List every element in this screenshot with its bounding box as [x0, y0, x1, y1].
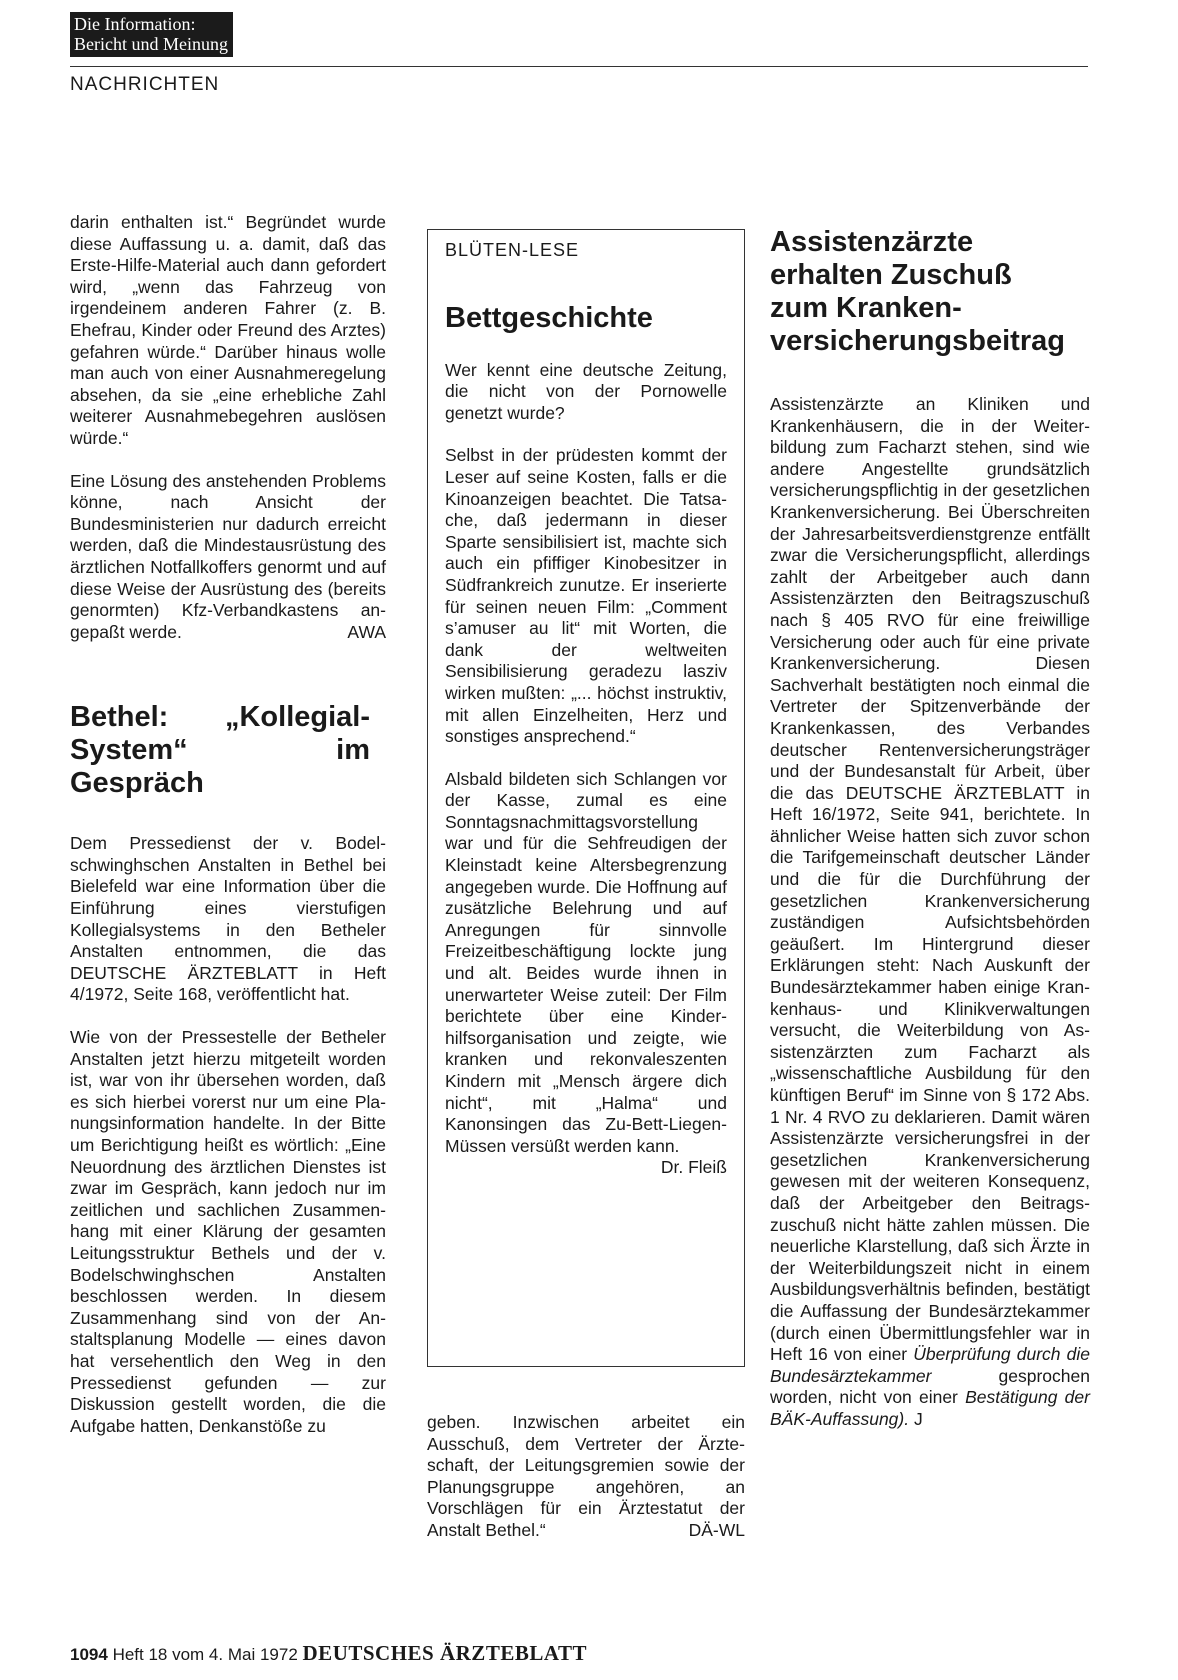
col1-p2-signature: AWA [347, 621, 386, 642]
col1-p2-text: Eine Lösung des anstehenden Problems könne, nach Ansicht der Bundesministerien nur dadurch erreicht werden, daß die Mindestausrüstung des ärztlichen Notfallkoffers genormt und auf diese Weise der Ausrüstung des (bereits genormten) Kfz-Verbandkastens angepaßt werde. [70, 470, 386, 642]
bethel-paragraph-2: Wie von der Pressestelle der Betheler Anstalten jetzt hierzu mitgeteilt worden ist, war von ihr übersehen worden, daß es sich hierbei vorerst nur um eine Planungsinformation handelte. In der Bitte um Berichtigung heißt es wörtlich: „Eine Neuordnung des ärztlichen Dienstes ist zwar im Gespräch, kann jedoch nur im zeitlichen und sachlichen Zusammenhang mit einer Klärung der gesamten Leitungsstruktur Bethels und der v. Bodelschwinghschen Anstalten beschlossen werden. In diesem Zusammenhang sind von der Anstaltsplanung Modelle — eines davon hat versehentlich den Weg in den Pressedienst gefunden — zur Diskussion gestellt worden, die die Aufgabe hatten, Denkanstöße zu [70, 1027, 386, 1436]
section-label [70, 12, 233, 57]
column-1 [70, 212, 386, 1437]
bettgeschichte-paragraph-1: Wer kennt eine deutsche Zeitung, die nicht von der Pornowelle genetzt wurde? [445, 359, 727, 423]
assistenzaerzte-body [770, 394, 1090, 1431]
page-number: 1094 [70, 1645, 108, 1664]
bethel-continuation-signature: DÄ-WL [688, 1519, 745, 1540]
bluetenlese-content [445, 240, 727, 1179]
page-footer [70, 1641, 587, 1666]
journal-name: DEUTSCHES ÄRZTEBLATT [302, 1641, 587, 1665]
assistenzaerzte-text: Assistenzärzte an Kliniken und Krankenhäusern, die in der Weiterbildung zum Facharzt stehen, sind wie andere Angestellte grundsätzlich versicherungspflichtig in der gesetzlichen Krankenversicherung. Bei Überschreiten der Jahresarbeitsverdienstgrenze entfällt zwar die Versicherungspflicht, allerdings zahlt der Arbeitgeber auch dann Assistenzärzten den Beitragszuschuß nach § 405 RVO für eine freiwillige Versicherung oder auch für eine private Krankenversicherung. Diesen Sachverhalt bestätigten noch einmal die Vertreter der Spitzenverbände der Krankenkassen, des Verbandes deutscher Rentenversicherungsträger und der Bundesanstalt für Arbeit, über die das DEUTSCHE ÄRZTEBLATT in Heft 16/1972, Seite 941, berichtete. In ähnlicher Weise hatten sich zuvor schon die Tarifgemeinschaft deutscher Länder und die für die Durchführung der gesetzlichen Krankenversicherung zuständigen Aufsichtsbehörden geäußert. Im Hintergrund dieser Erklärungen steht: Nach Auskunft der Bundesärztekammer haben einige Krankenhaus- und Klinikverwaltungen versucht, die Weiterbildung von Assistenzärzten zum Facharzt als „wissenschaftliche Ausbildung für den künftigen Beruf“ im Sinne von § 172 Abs. 1 Nr. 4 RVO zu deklarieren. Damit wären Assistenzärzte versicherungsfrei in der gesetzlichen Krankenversicherung gewesen mit der weiteren Konsequenz, daß der Arbeitgeber den Beitragszuschuß nicht hätte zahlen müssen. Die neuerliche Klarstellung, daß sich Ärzte in der Weiterbildungszeit nicht in einem Ausbildungsverhältnis befinden, bestätigt die Auffassung der Bundesärztekammer (durch einen Übermittlungsfehler war in Heft 16 von einer [770, 394, 1090, 1365]
bettgeschichte-signature: Dr. Fleiß [660, 1157, 727, 1178]
issue-info: Heft 18 vom 4. Mai 1972 [112, 1645, 298, 1664]
bethel-continuation-paragraph [427, 1412, 745, 1542]
bethel-headline: Bethel: „Kollegial-System“ im Gespräch [70, 701, 370, 800]
bethel-continuation-text: geben. Inzwischen arbeitet ein Ausschuß, dem Vertreter der Ärzteschaft, der Leitungsgremien sowie der Planungsgruppe angehören, an Vorschlägen für ein Ärztestatut der Anstalt Bethel.“ [427, 1412, 745, 1540]
col1-paragraph-2 [70, 471, 386, 644]
col1-intro: darin enthalten ist.“ Begründet wurde diese Auffassung u. a. damit, daß das Erste-Hilfe-Material auch dann gefordert wird, „wenn das Fahrzeug von irgendeinem anderen Fahrer (z. B. Ehefrau, Kinder oder Freund des Arztes) gefahren würde.“ Darüber hinaus wolle man auch von einer Ausnahmeregelung absehen, da sie „eine erhebliche Zahl weiterer Ausnahmebegehren auslösen würde.“ [70, 212, 386, 448]
bethel-continuation [427, 1412, 745, 1542]
bettgeschichte-paragraph-2: Selbst in der prüdesten kommt der Leser auf seine Kosten, falls er die Kinoanzeigen beachtet. Die Tatsache, daß jedermann in dieser Sparte sensibilisiert ist, machte sich auch ein pfiffiger Kinobesitzer in Südfrankreich zunutze. Er inserierte für seinen neuen Film: „Comment s’amuser au lit“ mit Worten, die dank der weltweiten Sensibilisierung geradezu lasziv wirken mußten: „... höchst instruktiv, mit allen Einzelheiten, Herz und sonstiges ansprechend.“ [445, 445, 727, 747]
header-rule [70, 66, 1088, 67]
column-3 [770, 226, 1090, 1431]
assistenzaerzte-headline: Assistenzärzte erhalten Zuschuß zum Krankenversicherungsbeitrag [770, 226, 1065, 357]
section-title: NACHRICHTEN [70, 74, 220, 95]
assistenzaerzte-mid: gesprochen worden, nicht von einer [770, 1365, 1090, 1408]
bettgeschichte-paragraph-3 [445, 768, 727, 1178]
assistenzaerzte-italic-2: Bestätigung der BÄK-Auffassung). [770, 1387, 1090, 1429]
bluetenlese-kicker: BLÜTEN-LESE [445, 240, 580, 260]
bettgeschichte-p3-text: Alsbald bildeten sich Schlangen vor der Kasse, zumal es eine Sonntagsnachmittagsvorstellung war und für die Sehfreudigen der Kleinstadt keine Altersbegrenzung angegeben wurde. Die Hoffnung auf zusätzliche Belehrung und auf Anregungen für sinnvolle Freizeitbeschäftigung lockte jung und alt. Beides wurde ihnen in unerwarteter Weise zuteil: Der Film berichtete über eine Kinderhilfsorganisation und zeigte, wie kranken und rekonvaleszenten Kindern mit „Mensch ärgere dich nicht“, mit „Halma“ und Kanonsingen das Zu-Bett-Liegen-Müssen versüßt werden kann. [445, 768, 727, 1156]
label-line-2: Bericht und Meinung [74, 34, 228, 54]
bettgeschichte-headline: Bettgeschichte [445, 301, 653, 334]
bethel-paragraph-1: Dem Pressedienst der v. Bodelschwinghschen Anstalten in Bethel bei Bielefeld war eine Information über die Einführung eines vierstufigen Kollegialsystems in den Betheler Anstalten entnommen, die das DEUTSCHE ÄRZTEBLATT in Heft 4/1972, Seite 168, veröffentlicht hat. [70, 833, 386, 1005]
assistenzaerzte-italic-1: Überprüfung durch die Bundesärztekammer [770, 1344, 1091, 1386]
assistenzaerzte-signature: J [913, 1408, 923, 1429]
label-line-1: Die Information: [74, 14, 196, 34]
